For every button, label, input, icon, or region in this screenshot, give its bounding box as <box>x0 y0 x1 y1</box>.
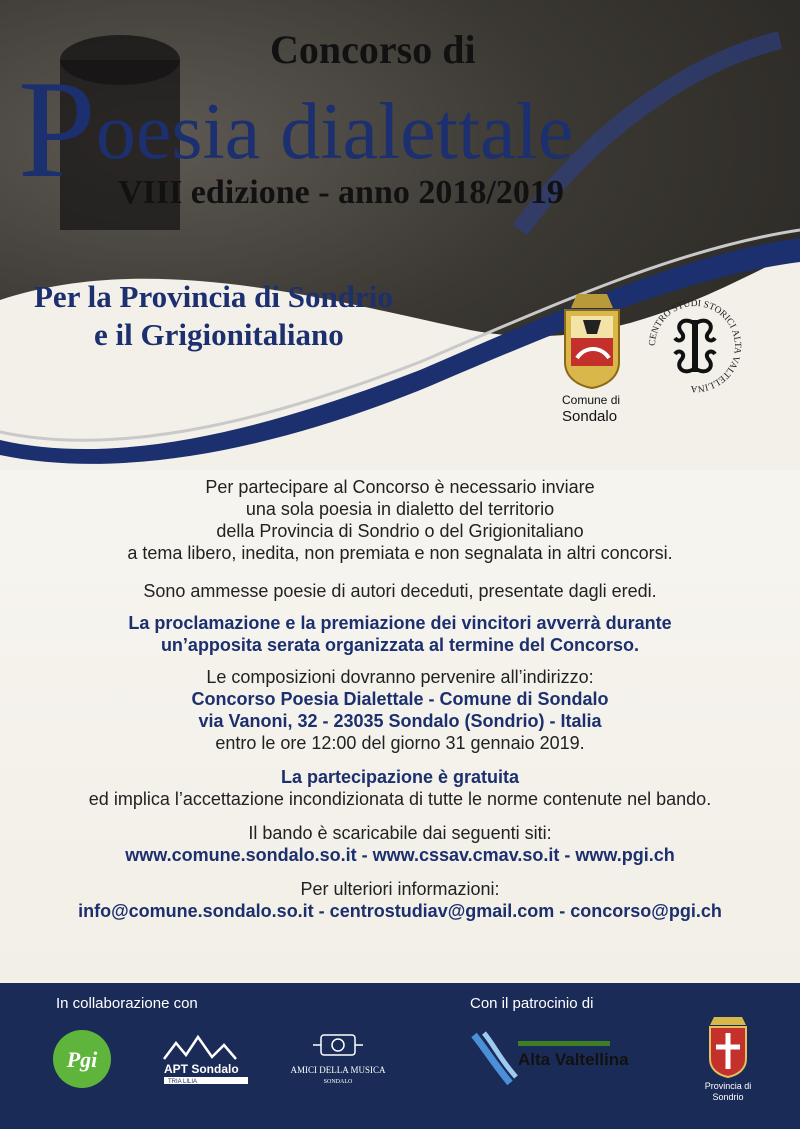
ceremony-line: La proclamazione e la premiazione dei vincitori avverrà durante <box>128 613 672 633</box>
body-line: ed implica l’accettazione incondizionata di tutte le norme contenute nel bando. <box>88 789 712 809</box>
title-concorso: Concorso di <box>270 27 476 72</box>
cm-logo-text: Alta Valtellina <box>518 1050 629 1069</box>
address-line: Concorso Poesia Dialettale - Comune di Sondalo <box>191 689 609 709</box>
collab-label: In collaborazione con <box>56 995 198 1012</box>
body-line: Per ulteriori informazioni: <box>300 879 500 899</box>
provincia-sondrio-crest-icon <box>700 1013 756 1103</box>
apt-logo-text: APT Sondalo <box>164 1062 239 1076</box>
cssav-logo-icon <box>645 296 745 396</box>
body-line: Sono ammesse poesie di autori deceduti, presentate dagli eredi. <box>143 581 657 601</box>
patrocinio-label: Con il patrocinio di <box>470 995 594 1012</box>
body-line: della Provincia di Sondrio o del Grigionitaliano <box>216 521 584 541</box>
body-line: una sola poesia in dialetto del territorio <box>245 499 555 519</box>
amici-logo-text: AMICI DELLA MUSICA <box>290 1065 386 1075</box>
pgi-logo-text: Pgi <box>66 1047 98 1072</box>
body-line: Le composizioni dovranno pervenire all’indirizzo: <box>206 667 594 687</box>
title-initial: P <box>18 52 96 207</box>
amici-logo-sub: SONDALO <box>323 1079 353 1085</box>
apt-sondalo-logo-icon <box>160 1033 255 1088</box>
sondalo-crest-icon <box>557 292 627 390</box>
province-line-1: Per la Provincia di Sondrio <box>34 279 393 314</box>
prov-caption-1: Provincia di <box>704 1081 752 1091</box>
address-line: via Vanoni, 32 - 23035 Sondalo (Sondrio) - Italia <box>198 711 602 731</box>
province-subtitle <box>34 278 393 354</box>
website-links[interactable]: www.comune.sondalo.so.it - www.cssav.cmav.so.it - www.pgi.ch <box>125 845 675 865</box>
comunita-montana-logo-icon <box>470 1027 655 1087</box>
province-line-2: e il Grigionitaliano <box>94 316 344 352</box>
ceremony-line: un’apposita serata organizzata al termine del Concorso. <box>160 635 640 655</box>
body-line: Il bando è scaricabile dai seguenti siti: <box>248 823 552 843</box>
cssav-ring-text: CENTRO STUDI STORICI ALTA VALTELLINA <box>647 298 743 394</box>
body-line: a tema libero, inedita, non premiata e non segnalata in altri concorsi. <box>127 543 673 563</box>
title-rest: oesia dialettale <box>95 88 574 176</box>
body-line: Per partecipare al Concorso è necessario inviare <box>205 477 595 497</box>
sondalo-caption-1: Comune di <box>562 393 621 407</box>
prov-caption-2: Sondrio <box>712 1092 744 1102</box>
announcement-body <box>0 476 800 922</box>
sondalo-caption-2: Sondalo <box>562 408 618 425</box>
email-links[interactable]: info@comune.sondalo.so.it - centrostudiav@gmail.com - concorso@pgi.ch <box>78 901 722 921</box>
apt-logo-sub: TRIA LILIA <box>168 1079 198 1085</box>
free-participation: La partecipazione è gratuita <box>280 767 520 787</box>
edition-line: VIII edizione - anno 2018/2019 <box>118 174 564 211</box>
amici-della-musica-logo-icon <box>283 1029 393 1099</box>
pgi-logo-icon <box>52 1029 112 1089</box>
deadline-line: entro le ore 12:00 del giorno 31 gennaio 2019. <box>215 733 585 753</box>
footer-band <box>0 983 800 1129</box>
